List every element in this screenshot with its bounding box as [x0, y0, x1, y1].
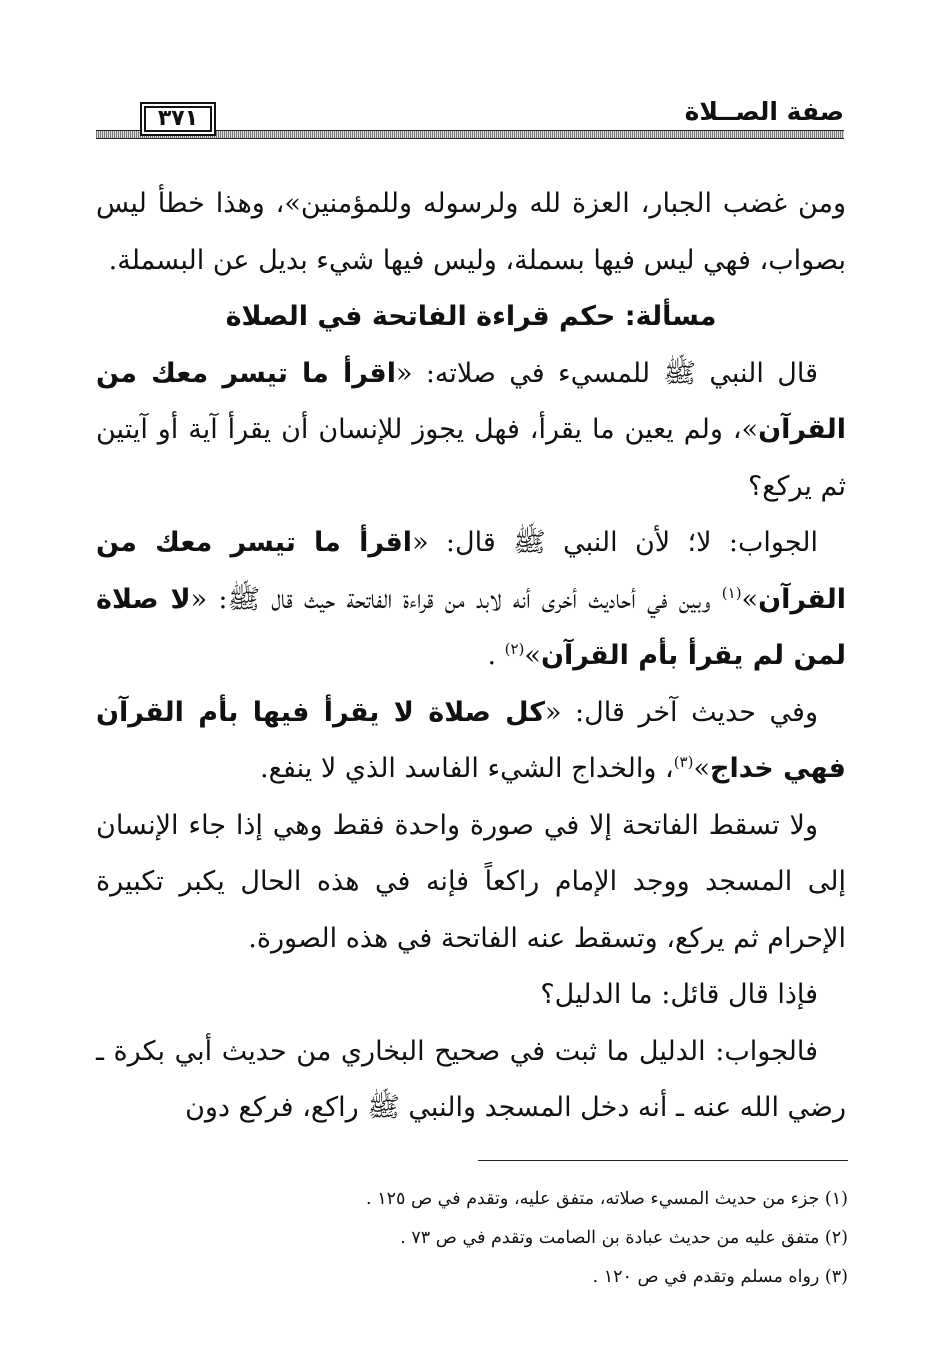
hadith-quote-1: اقرأ ما تيسر معك من القرآن [96, 357, 846, 445]
page-header [96, 96, 844, 146]
hadith-quote-2: اقرأ ما تيسر معك من القرآن [96, 527, 846, 615]
footnote-ref-3[interactable]: (٣) [673, 753, 694, 771]
paragraph-3-text-c: » [741, 583, 759, 615]
footnotes [198, 1180, 848, 1297]
paragraph-7: فالجواب: الدليل ما ثبت في صحيح البخاري من حديث أبي بكرة ـ رضي الله عنه ـ أنه دخل المسجد والنبي ﷺ راكع، فركع دون [96, 1035, 846, 1123]
hadith-quote-4: كل صلاة لا يقرأ فيها بأم القرآن فهي خداج [96, 696, 846, 784]
footnote-ref-1[interactable]: (١) [721, 583, 742, 602]
paragraph-4-text-c: » [693, 753, 710, 784]
body-text [96, 176, 846, 1137]
footnote-2: (٢) متفق عليه من حديث عبادة بن الصامت وتقدم في ص ٧٣ . [400, 1228, 848, 1248]
paragraph-3-text-g: . [487, 640, 505, 671]
paragraph-3 [96, 515, 846, 685]
footnote-separator [478, 1160, 848, 1161]
paragraph-3-text-a: الجواب: لا؛ لأن النبي ﷺ قال: « [412, 527, 818, 558]
footnote-3: (٣) رواه مسلم وتقدم في ص ١٢٠ . [592, 1267, 848, 1287]
paragraph-4 [96, 685, 846, 798]
paragraph-3-text-f: » [524, 640, 541, 671]
paragraph-2-text-a: قال النبي ﷺ للمسيء في صلاته: « [395, 357, 818, 389]
hadith-quote-3: لا صلاة لمن لم يقرأ بأم القرآن [96, 583, 846, 671]
page-number: ٣٧١ [157, 106, 199, 131]
book-title: صفة الصــلاة [677, 96, 844, 128]
section-heading: مسألة: حكم قراءة الفاتحة في الصلاة [225, 301, 717, 332]
paragraph-5: ولا تسقط الفاتحة إلا في صورة واحدة فقط وهي إذا جاء الإنسان إلى المسجد ووجد الإمام راكعاً فإنه في هذه الحال يكبر تكبيرة الإحرام ثم يركع، وتسقط عنه الفاتحة في هذه الصورة. [96, 809, 846, 954]
footnote-1: (١) جزء من حديث المسيء صلاته، متفق عليه، وتقدم في ص ١٢٥ . [366, 1189, 848, 1209]
page-number-box [140, 102, 216, 136]
footnote-ref-2[interactable]: (٢) [504, 640, 525, 658]
paragraph-2 [96, 346, 846, 516]
paragraph-3-text-d: وبين في أحاديث أخرى أنه لابد من قراءة الفاتحة حيث قال ﷺ: « [190, 583, 722, 615]
paragraph-1: ومن غضب الجبار، العزة لله ولرسوله وللمؤمنين»، وهذا خطأ ليس بصواب، فهي ليس فيها بسملة، وليس فيها شيء بديل عن البسملة. [96, 188, 846, 276]
paragraph-4-text-a: وفي حديث آخر قال: « [544, 696, 818, 728]
paragraph-2-text-c: »، ولم يعين ما يقرأ، فهل يجوز للإنسان أن يقرأ آية أو آيتين ثم يركع؟ [96, 414, 846, 502]
paragraph-4-text-d: ، والخداج الشيء الفاسد الذي لا ينفع. [260, 753, 674, 784]
paragraph-6: فإذا قال قائل: ما الدليل؟ [540, 979, 818, 1010]
